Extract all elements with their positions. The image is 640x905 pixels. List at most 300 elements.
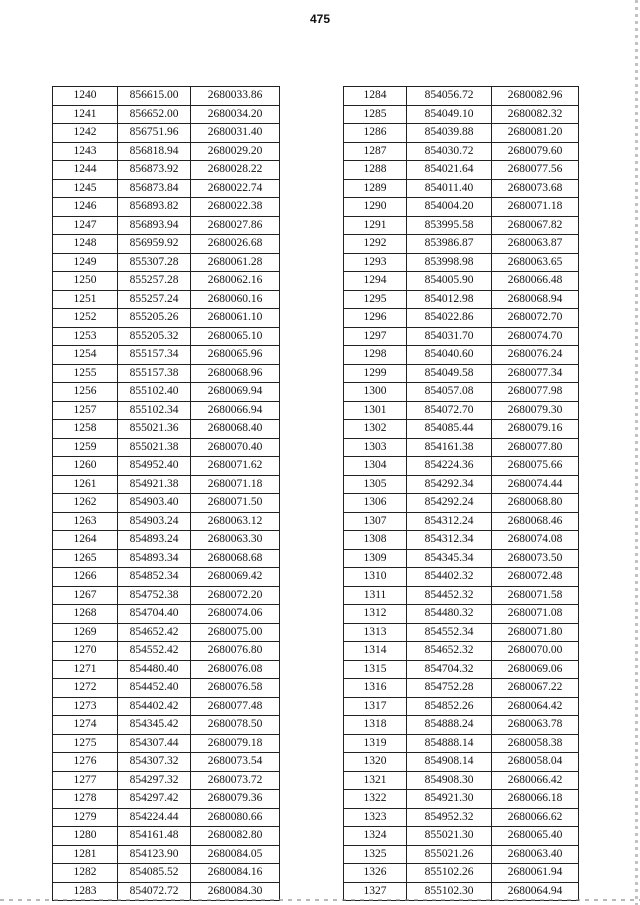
x-coordinate-cell: 854049.58 [407, 364, 492, 383]
point-number-cell: 1283 [53, 882, 118, 901]
point-number-cell: 1258 [53, 420, 118, 439]
point-number-cell: 1266 [53, 568, 118, 587]
point-number-cell: 1244 [53, 161, 118, 180]
x-coordinate-cell: 854552.42 [118, 642, 191, 661]
x-coordinate-cell: 854011.40 [407, 179, 492, 198]
table-row [53, 771, 280, 790]
table-row [53, 272, 280, 291]
y-coordinate-cell: 2680026.68 [191, 235, 280, 254]
point-number-cell: 1247 [53, 216, 118, 235]
point-number-cell: 1243 [53, 142, 118, 161]
x-coordinate-cell: 854345.42 [118, 716, 191, 735]
table-row [53, 105, 280, 124]
point-number-cell: 1324 [344, 827, 407, 846]
x-coordinate-cell: 856818.94 [118, 142, 191, 161]
x-coordinate-cell: 856959.92 [118, 235, 191, 254]
point-number-cell: 1301 [344, 401, 407, 420]
y-coordinate-cell: 2680079.16 [492, 420, 579, 439]
table-row [53, 142, 280, 161]
table-row [344, 679, 579, 698]
y-coordinate-cell: 2680082.96 [492, 87, 579, 106]
y-coordinate-cell: 2680034.20 [191, 105, 280, 124]
y-coordinate-cell: 2680066.94 [191, 401, 280, 420]
table-row [344, 364, 579, 383]
x-coordinate-cell: 855157.38 [118, 364, 191, 383]
point-number-cell: 1322 [344, 790, 407, 809]
x-coordinate-cell: 854452.40 [118, 679, 191, 698]
point-number-cell: 1280 [53, 827, 118, 846]
table-row [53, 586, 280, 605]
x-coordinate-cell: 854312.24 [407, 512, 492, 531]
x-coordinate-cell: 854452.32 [407, 586, 492, 605]
table-row [53, 642, 280, 661]
x-coordinate-cell: 854893.24 [118, 531, 191, 550]
y-coordinate-cell: 2680084.16 [191, 864, 280, 883]
point-number-cell: 1240 [53, 87, 118, 106]
point-number-cell: 1250 [53, 272, 118, 291]
table-row [53, 549, 280, 568]
x-coordinate-cell: 854752.38 [118, 586, 191, 605]
scan-edge-right [635, 0, 638, 905]
x-coordinate-cell: 854852.34 [118, 568, 191, 587]
table-row [53, 457, 280, 476]
x-coordinate-cell: 854056.72 [407, 87, 492, 106]
table-row [53, 864, 280, 883]
y-coordinate-cell: 2680074.06 [191, 605, 280, 624]
point-number-cell: 1246 [53, 198, 118, 217]
y-coordinate-cell: 2680066.62 [492, 808, 579, 827]
point-number-cell: 1265 [53, 549, 118, 568]
point-number-cell: 1305 [344, 475, 407, 494]
point-number-cell: 1242 [53, 124, 118, 143]
point-number-cell: 1313 [344, 623, 407, 642]
y-coordinate-cell: 2680070.00 [492, 642, 579, 661]
point-number-cell: 1314 [344, 642, 407, 661]
table-row [344, 660, 579, 679]
table-row [53, 753, 280, 772]
point-number-cell: 1317 [344, 697, 407, 716]
x-coordinate-cell: 854072.72 [118, 882, 191, 901]
point-number-cell: 1325 [344, 845, 407, 864]
x-coordinate-cell: 855205.26 [118, 309, 191, 328]
table-row [53, 216, 280, 235]
x-coordinate-cell: 856873.92 [118, 161, 191, 180]
y-coordinate-cell: 2680060.16 [191, 290, 280, 309]
table-row [344, 438, 579, 457]
table-row [344, 235, 579, 254]
x-coordinate-cell: 856893.94 [118, 216, 191, 235]
y-coordinate-cell: 2680076.58 [191, 679, 280, 698]
x-coordinate-cell: 854552.34 [407, 623, 492, 642]
y-coordinate-cell: 2680075.00 [191, 623, 280, 642]
table-row [53, 179, 280, 198]
point-number-cell: 1294 [344, 272, 407, 291]
point-number-cell: 1295 [344, 290, 407, 309]
point-number-cell: 1298 [344, 346, 407, 365]
y-coordinate-cell: 2680077.98 [492, 383, 579, 402]
y-coordinate-cell: 2680072.70 [492, 309, 579, 328]
table-row [53, 438, 280, 457]
table-row [344, 512, 579, 531]
x-coordinate-cell: 856615.00 [118, 87, 191, 106]
y-coordinate-cell: 2680033.86 [191, 87, 280, 106]
x-coordinate-cell: 854012.98 [407, 290, 492, 309]
x-coordinate-cell: 854040.60 [407, 346, 492, 365]
x-coordinate-cell: 854161.48 [118, 827, 191, 846]
y-coordinate-cell: 2680070.40 [191, 438, 280, 457]
table-row [344, 605, 579, 624]
x-coordinate-cell: 854161.38 [407, 438, 492, 457]
x-coordinate-cell: 853995.58 [407, 216, 492, 235]
y-coordinate-cell: 2680073.54 [191, 753, 280, 772]
table-row [344, 808, 579, 827]
y-coordinate-cell: 2680071.18 [191, 475, 280, 494]
table-row [53, 734, 280, 753]
table-row [53, 568, 280, 587]
table-row [53, 235, 280, 254]
table-row [344, 642, 579, 661]
table-row [53, 383, 280, 402]
x-coordinate-cell: 854072.70 [407, 401, 492, 420]
point-number-cell: 1300 [344, 383, 407, 402]
x-coordinate-cell: 856652.00 [118, 105, 191, 124]
point-number-cell: 1262 [53, 494, 118, 513]
y-coordinate-cell: 2680075.66 [492, 457, 579, 476]
table-row [344, 124, 579, 143]
y-coordinate-cell: 2680081.20 [492, 124, 579, 143]
table-row [344, 475, 579, 494]
point-number-cell: 1252 [53, 309, 118, 328]
x-coordinate-cell: 854312.34 [407, 531, 492, 550]
x-coordinate-cell: 856751.96 [118, 124, 191, 143]
point-number-cell: 1285 [344, 105, 407, 124]
table-row [344, 716, 579, 735]
table-row [53, 697, 280, 716]
y-coordinate-cell: 2680065.96 [191, 346, 280, 365]
point-number-cell: 1260 [53, 457, 118, 476]
point-number-cell: 1274 [53, 716, 118, 735]
point-number-cell: 1281 [53, 845, 118, 864]
coordinates-table-left-body [53, 87, 280, 901]
table-row [344, 253, 579, 272]
table-row [344, 161, 579, 180]
table-row [53, 531, 280, 550]
table-row [344, 420, 579, 439]
point-number-cell: 1308 [344, 531, 407, 550]
point-number-cell: 1267 [53, 586, 118, 605]
y-coordinate-cell: 2680058.04 [492, 753, 579, 772]
table-row [53, 808, 280, 827]
x-coordinate-cell: 854085.44 [407, 420, 492, 439]
table-row [344, 697, 579, 716]
y-coordinate-cell: 2680074.44 [492, 475, 579, 494]
y-coordinate-cell: 2680074.08 [492, 531, 579, 550]
table-row [53, 475, 280, 494]
coordinates-table-right-body [344, 87, 579, 901]
point-number-cell: 1263 [53, 512, 118, 531]
x-coordinate-cell: 854908.14 [407, 753, 492, 772]
point-number-cell: 1272 [53, 679, 118, 698]
point-number-cell: 1251 [53, 290, 118, 309]
point-number-cell: 1326 [344, 864, 407, 883]
point-number-cell: 1253 [53, 327, 118, 346]
x-coordinate-cell: 854085.52 [118, 864, 191, 883]
page-number: 475 [309, 12, 331, 26]
point-number-cell: 1321 [344, 771, 407, 790]
y-coordinate-cell: 2680079.60 [492, 142, 579, 161]
point-number-cell: 1282 [53, 864, 118, 883]
x-coordinate-cell: 854903.40 [118, 494, 191, 513]
table-row [344, 87, 579, 106]
table-row [344, 790, 579, 809]
point-number-cell: 1318 [344, 716, 407, 735]
y-coordinate-cell: 2680068.80 [492, 494, 579, 513]
y-coordinate-cell: 2680058.38 [492, 734, 579, 753]
point-number-cell: 1327 [344, 882, 407, 901]
y-coordinate-cell: 2680068.40 [191, 420, 280, 439]
y-coordinate-cell: 2680071.08 [492, 605, 579, 624]
y-coordinate-cell: 2680073.72 [191, 771, 280, 790]
point-number-cell: 1275 [53, 734, 118, 753]
table-row [53, 623, 280, 642]
y-coordinate-cell: 2680072.20 [191, 586, 280, 605]
x-coordinate-cell: 854852.26 [407, 697, 492, 716]
y-coordinate-cell: 2680065.10 [191, 327, 280, 346]
y-coordinate-cell: 2680073.50 [492, 549, 579, 568]
y-coordinate-cell: 2680028.22 [191, 161, 280, 180]
point-number-cell: 1255 [53, 364, 118, 383]
x-coordinate-cell: 854022.86 [407, 309, 492, 328]
point-number-cell: 1323 [344, 808, 407, 827]
table-row [53, 198, 280, 217]
y-coordinate-cell: 2680067.82 [492, 216, 579, 235]
x-coordinate-cell: 854903.24 [118, 512, 191, 531]
y-coordinate-cell: 2680063.78 [492, 716, 579, 735]
y-coordinate-cell: 2680079.30 [492, 401, 579, 420]
x-coordinate-cell: 854057.08 [407, 383, 492, 402]
x-coordinate-cell: 854307.32 [118, 753, 191, 772]
table-row [53, 161, 280, 180]
y-coordinate-cell: 2680072.48 [492, 568, 579, 587]
table-row [53, 790, 280, 809]
x-coordinate-cell: 854292.24 [407, 494, 492, 513]
point-number-cell: 1271 [53, 660, 118, 679]
table-row [344, 290, 579, 309]
point-number-cell: 1319 [344, 734, 407, 753]
x-coordinate-cell: 854893.34 [118, 549, 191, 568]
table-row [53, 827, 280, 846]
x-coordinate-cell: 854402.32 [407, 568, 492, 587]
x-coordinate-cell: 854005.90 [407, 272, 492, 291]
x-coordinate-cell: 854921.30 [407, 790, 492, 809]
table-row [53, 660, 280, 679]
x-coordinate-cell: 854004.20 [407, 198, 492, 217]
table-row [344, 864, 579, 883]
x-coordinate-cell: 855021.36 [118, 420, 191, 439]
y-coordinate-cell: 2680071.62 [191, 457, 280, 476]
x-coordinate-cell: 854480.32 [407, 605, 492, 624]
y-coordinate-cell: 2680063.30 [191, 531, 280, 550]
table-row [344, 216, 579, 235]
y-coordinate-cell: 2680080.66 [191, 808, 280, 827]
x-coordinate-cell: 855257.28 [118, 272, 191, 291]
x-coordinate-cell: 854480.40 [118, 660, 191, 679]
y-coordinate-cell: 2680079.36 [191, 790, 280, 809]
x-coordinate-cell: 854921.38 [118, 475, 191, 494]
point-number-cell: 1284 [344, 87, 407, 106]
y-coordinate-cell: 2680071.50 [191, 494, 280, 513]
point-number-cell: 1312 [344, 605, 407, 624]
point-number-cell: 1306 [344, 494, 407, 513]
y-coordinate-cell: 2680065.40 [492, 827, 579, 846]
x-coordinate-cell: 854952.32 [407, 808, 492, 827]
x-coordinate-cell: 854039.88 [407, 124, 492, 143]
y-coordinate-cell: 2680031.40 [191, 124, 280, 143]
y-coordinate-cell: 2680063.40 [492, 845, 579, 864]
y-coordinate-cell: 2680062.16 [191, 272, 280, 291]
table-row [53, 679, 280, 698]
y-coordinate-cell: 2680063.12 [191, 512, 280, 531]
x-coordinate-cell: 853986.87 [407, 235, 492, 254]
y-coordinate-cell: 2680077.48 [191, 697, 280, 716]
x-coordinate-cell: 854297.42 [118, 790, 191, 809]
y-coordinate-cell: 2680069.06 [492, 660, 579, 679]
y-coordinate-cell: 2680068.96 [191, 364, 280, 383]
point-number-cell: 1303 [344, 438, 407, 457]
point-number-cell: 1277 [53, 771, 118, 790]
table-row [53, 346, 280, 365]
point-number-cell: 1311 [344, 586, 407, 605]
table-row [344, 734, 579, 753]
x-coordinate-cell: 855102.26 [407, 864, 492, 883]
x-coordinate-cell: 854031.70 [407, 327, 492, 346]
x-coordinate-cell: 854952.40 [118, 457, 191, 476]
y-coordinate-cell: 2680082.32 [492, 105, 579, 124]
x-coordinate-cell: 854292.34 [407, 475, 492, 494]
point-number-cell: 1273 [53, 697, 118, 716]
coordinates-table-left [52, 86, 280, 901]
table-row [344, 494, 579, 513]
y-coordinate-cell: 2680064.94 [492, 882, 579, 901]
point-number-cell: 1316 [344, 679, 407, 698]
table-row [344, 549, 579, 568]
point-number-cell: 1257 [53, 401, 118, 420]
y-coordinate-cell: 2680084.30 [191, 882, 280, 901]
y-coordinate-cell: 2680084.05 [191, 845, 280, 864]
point-number-cell: 1269 [53, 623, 118, 642]
table-row [344, 105, 579, 124]
scan-edge-bottom [0, 899, 640, 901]
point-number-cell: 1299 [344, 364, 407, 383]
point-number-cell: 1287 [344, 142, 407, 161]
table-row [53, 512, 280, 531]
y-coordinate-cell: 2680022.38 [191, 198, 280, 217]
point-number-cell: 1297 [344, 327, 407, 346]
table-row [53, 364, 280, 383]
point-number-cell: 1309 [344, 549, 407, 568]
coordinates-table-right [343, 86, 579, 901]
table-row [344, 346, 579, 365]
table-row [53, 327, 280, 346]
x-coordinate-cell: 854402.42 [118, 697, 191, 716]
x-coordinate-cell: 854224.36 [407, 457, 492, 476]
point-number-cell: 1286 [344, 124, 407, 143]
table-row [344, 457, 579, 476]
point-number-cell: 1245 [53, 179, 118, 198]
table-row [344, 771, 579, 790]
table-row [53, 605, 280, 624]
table-row [53, 309, 280, 328]
y-coordinate-cell: 2680068.68 [191, 549, 280, 568]
y-coordinate-cell: 2680079.18 [191, 734, 280, 753]
table-row [344, 845, 579, 864]
x-coordinate-cell: 854652.32 [407, 642, 492, 661]
point-number-cell: 1261 [53, 475, 118, 494]
y-coordinate-cell: 2680074.70 [492, 327, 579, 346]
y-coordinate-cell: 2680069.42 [191, 568, 280, 587]
point-number-cell: 1296 [344, 309, 407, 328]
table-row [344, 753, 579, 772]
y-coordinate-cell: 2680076.08 [191, 660, 280, 679]
x-coordinate-cell: 855307.28 [118, 253, 191, 272]
table-row [344, 383, 579, 402]
point-number-cell: 1304 [344, 457, 407, 476]
y-coordinate-cell: 2680069.94 [191, 383, 280, 402]
point-number-cell: 1291 [344, 216, 407, 235]
x-coordinate-cell: 854888.24 [407, 716, 492, 735]
y-coordinate-cell: 2680067.22 [492, 679, 579, 698]
table-row [53, 420, 280, 439]
point-number-cell: 1254 [53, 346, 118, 365]
point-number-cell: 1279 [53, 808, 118, 827]
table-row [344, 327, 579, 346]
table-row [344, 272, 579, 291]
x-coordinate-cell: 855102.40 [118, 383, 191, 402]
table-row [53, 124, 280, 143]
y-coordinate-cell: 2680077.80 [492, 438, 579, 457]
point-number-cell: 1241 [53, 105, 118, 124]
x-coordinate-cell: 854123.90 [118, 845, 191, 864]
point-number-cell: 1249 [53, 253, 118, 272]
x-coordinate-cell: 855102.34 [118, 401, 191, 420]
y-coordinate-cell: 2680068.94 [492, 290, 579, 309]
y-coordinate-cell: 2680061.94 [492, 864, 579, 883]
x-coordinate-cell: 854307.44 [118, 734, 191, 753]
x-coordinate-cell: 854888.14 [407, 734, 492, 753]
y-coordinate-cell: 2680061.28 [191, 253, 280, 272]
x-coordinate-cell: 854704.40 [118, 605, 191, 624]
x-coordinate-cell: 856893.82 [118, 198, 191, 217]
table-row [344, 568, 579, 587]
table-row [53, 882, 280, 901]
table-row [53, 253, 280, 272]
y-coordinate-cell: 2680029.20 [191, 142, 280, 161]
y-coordinate-cell: 2680066.42 [492, 771, 579, 790]
point-number-cell: 1292 [344, 235, 407, 254]
x-coordinate-cell: 855205.32 [118, 327, 191, 346]
table-row [344, 179, 579, 198]
y-coordinate-cell: 2680076.80 [191, 642, 280, 661]
x-coordinate-cell: 854021.64 [407, 161, 492, 180]
y-coordinate-cell: 2680077.56 [492, 161, 579, 180]
table-row [53, 87, 280, 106]
table-row [344, 142, 579, 161]
point-number-cell: 1290 [344, 198, 407, 217]
y-coordinate-cell: 2680064.42 [492, 697, 579, 716]
point-number-cell: 1315 [344, 660, 407, 679]
y-coordinate-cell: 2680066.18 [492, 790, 579, 809]
y-coordinate-cell: 2680066.48 [492, 272, 579, 291]
